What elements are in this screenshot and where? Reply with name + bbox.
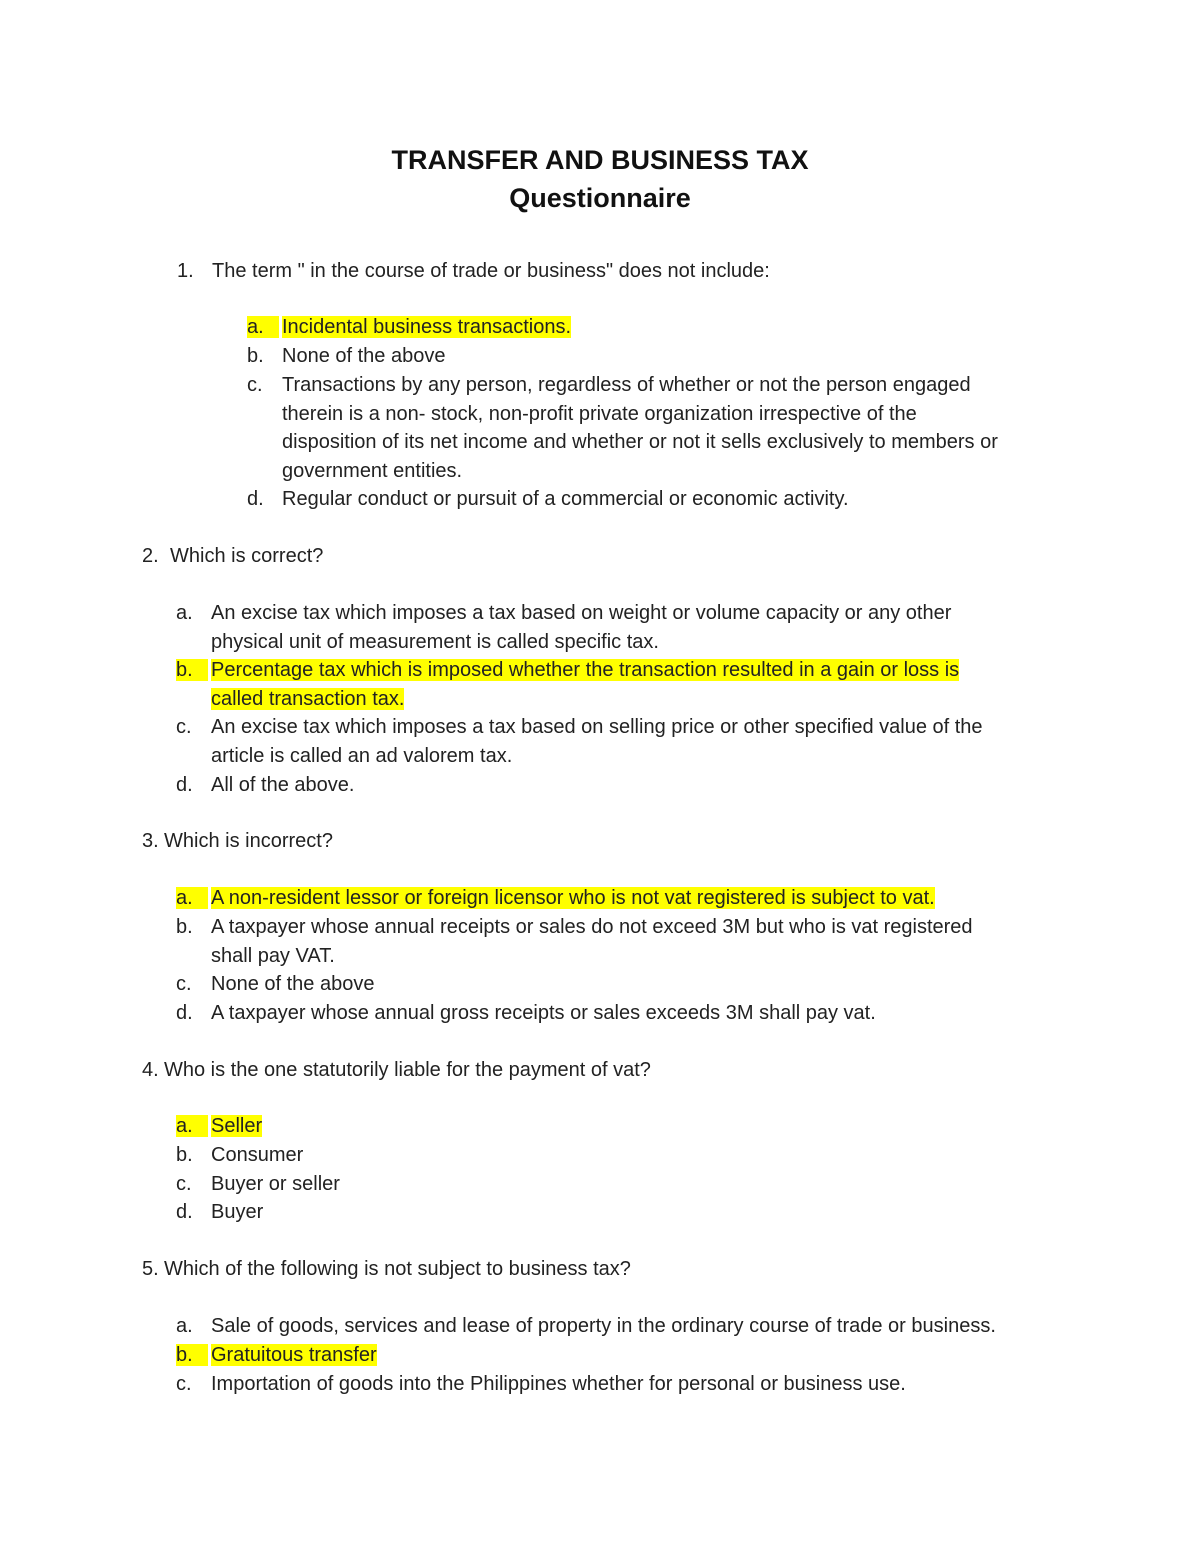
option-line-text: article is called an ad valorem tax. <box>211 744 513 767</box>
answer-option-line-highlighted <box>211 656 959 685</box>
option-letter-text: b. <box>176 916 193 938</box>
answer-option-line <box>211 628 659 657</box>
option-letter-text: a. <box>176 602 193 624</box>
answer-option-line <box>211 1141 303 1170</box>
option-letter <box>176 1341 208 1370</box>
option-letter-text: b. <box>176 1144 193 1166</box>
option-letter <box>176 771 193 800</box>
question-text: The term " in the course of trade or business" does not include: <box>212 260 770 282</box>
option-letter <box>176 1170 192 1199</box>
answer-option-line-highlighted <box>211 1112 262 1141</box>
option-letter-text: b. <box>176 1344 208 1366</box>
option-line-text: Importation of goods into the Philippines whether for personal or business use. <box>211 1373 906 1395</box>
answer-option-line <box>282 428 998 457</box>
option-letter-text: d. <box>176 774 193 796</box>
option-line-text: Transactions by any person, regardless of whether or not the person engaged <box>282 374 971 396</box>
option-letter <box>176 656 208 685</box>
answer-option-line <box>211 1370 906 1399</box>
option-line-text: A taxpayer whose annual gross receipts or sales exceeds 3M shall pay vat. <box>211 1002 876 1024</box>
option-letter <box>176 713 192 742</box>
option-line-text: Gratuitous transfer <box>211 1344 377 1366</box>
answer-option-line <box>211 913 973 942</box>
option-line-text: called transaction tax. <box>211 687 405 710</box>
option-line-text: All of the above. <box>211 774 355 796</box>
answer-option-line <box>211 999 876 1028</box>
option-line-text: An excise tax which imposes a tax based on selling price or other specified value of the <box>211 716 983 738</box>
answer-option-line <box>211 1198 263 1227</box>
answer-option-line <box>211 742 512 771</box>
option-line-text: Regular conduct or pursuit of a commercial or economic activity. <box>282 488 849 510</box>
option-letter <box>176 1312 193 1341</box>
answer-option-line <box>282 485 849 514</box>
option-line-text: A taxpayer whose annual receipts or sales do not exceed 3M but who is vat registered <box>211 916 973 938</box>
option-line-text: government entities. <box>282 459 463 482</box>
option-letter <box>176 1198 193 1227</box>
option-letter <box>176 999 193 1028</box>
option-line-text: Percentage tax which is imposed whether the transaction resulted in a gain or loss is <box>211 659 960 681</box>
option-letter-text: d. <box>247 488 264 510</box>
option-letter-text: a. <box>176 1115 208 1137</box>
option-letter <box>247 342 264 371</box>
question-number: 3. <box>142 830 159 852</box>
option-letter-text: c. <box>176 1373 192 1395</box>
answer-option-line <box>211 713 983 742</box>
option-line-text: disposition of its net income and whether or not it sells exclusively to members or <box>282 431 998 453</box>
answer-option-line <box>211 942 335 971</box>
option-letter <box>176 1112 208 1141</box>
document-subtitle: Questionnaire <box>509 183 691 213</box>
question-number: 1. <box>177 260 194 282</box>
option-letter <box>176 599 193 628</box>
option-letter-text: d. <box>176 1201 193 1223</box>
option-line-text: None of the above <box>282 345 446 367</box>
answer-option-line <box>282 342 445 371</box>
option-line-text: Buyer <box>211 1201 264 1223</box>
option-letter-text: a. <box>176 1315 193 1337</box>
answer-option-line <box>282 371 971 400</box>
option-letter <box>247 371 263 400</box>
option-line-text: An excise tax which imposes a tax based on weight or volume capacity or any other <box>211 602 952 624</box>
document-title: TRANSFER AND BUSINESS TAX <box>391 145 809 175</box>
option-letter-text: c. <box>176 716 192 738</box>
option-line-text: Buyer or seller <box>211 1173 340 1195</box>
option-letter-text: d. <box>176 1002 193 1024</box>
question-number: 4. <box>142 1059 159 1081</box>
option-line-text: physical unit of measurement is called specific tax. <box>211 630 659 653</box>
question-text: Who is the one statutorily liable for the payment of vat? <box>164 1059 651 1081</box>
option-letter-text: a. <box>247 316 279 338</box>
option-line-text: shall pay VAT. <box>211 944 335 967</box>
answer-option-line-highlighted <box>282 313 571 342</box>
answer-option-line <box>211 1312 996 1341</box>
question-text: Which is incorrect? <box>164 830 333 852</box>
answer-option-line <box>282 457 462 486</box>
option-letter <box>176 970 192 999</box>
option-letter-text: c. <box>247 374 263 396</box>
option-letter <box>247 313 279 342</box>
question-number: 2. <box>142 545 159 567</box>
option-line-text: Consumer <box>211 1144 304 1166</box>
option-letter <box>247 485 264 514</box>
option-line-text: Incidental business transactions. <box>282 316 572 338</box>
answer-option-line <box>211 1170 340 1199</box>
option-letter-text: b. <box>176 659 208 681</box>
option-line-text: Seller <box>211 1115 263 1137</box>
option-letter-text: a. <box>176 887 208 909</box>
answer-option-line <box>211 599 951 628</box>
option-letter <box>176 1370 192 1399</box>
answer-option-line-highlighted <box>211 1341 377 1370</box>
option-line-text: None of the above <box>211 973 375 995</box>
option-letter <box>176 884 208 913</box>
option-line-text: A non-resident lessor or foreign licensor who is not vat registered is subject to vat. <box>211 887 935 909</box>
option-letter-text: c. <box>176 973 192 995</box>
option-letter-text: c. <box>176 1173 192 1195</box>
option-letter <box>176 913 193 942</box>
option-line-text: Sale of goods, services and lease of property in the ordinary course of trade or business. <box>211 1315 996 1337</box>
question-text: Which of the following is not subject to business tax? <box>164 1258 631 1280</box>
answer-option-line-highlighted <box>211 685 404 714</box>
answer-option-line <box>211 771 354 800</box>
answer-option-line <box>211 970 374 999</box>
answer-option-line <box>282 400 917 429</box>
option-letter <box>176 1141 193 1170</box>
option-line-text: therein is a non- stock, non-profit private organization irrespective of the <box>282 402 917 425</box>
question-number: 5. <box>142 1258 159 1280</box>
option-letter-text: b. <box>247 345 264 367</box>
answer-option-line-highlighted <box>211 884 935 913</box>
question-text: Which is correct? <box>170 545 324 567</box>
